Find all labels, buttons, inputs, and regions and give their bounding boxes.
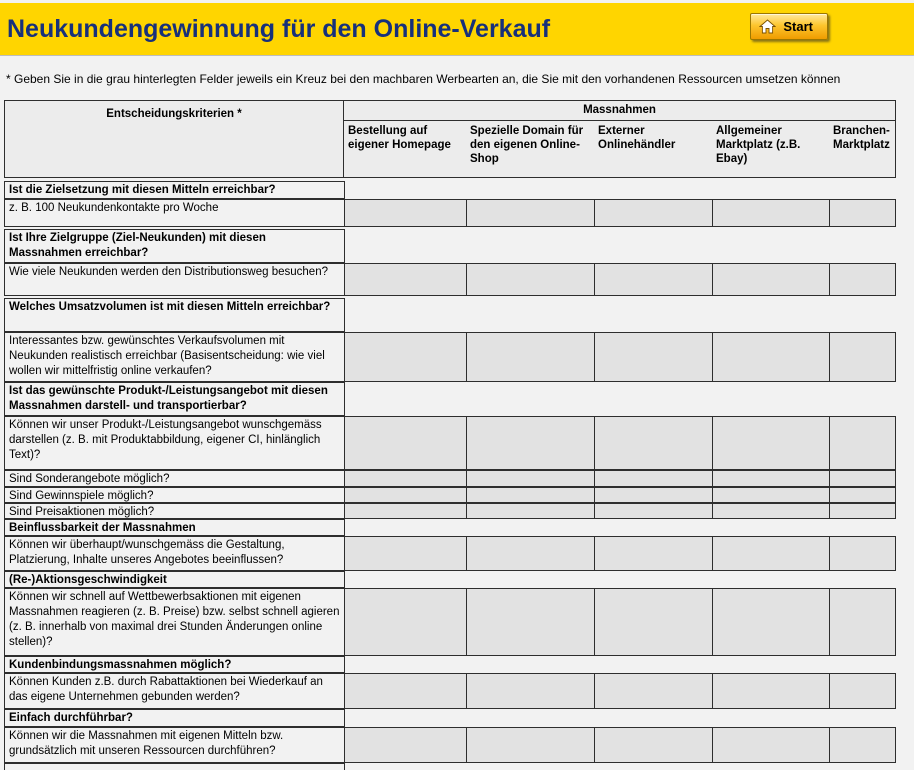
- measure-column-header: Externer Onlinehändler: [598, 125, 676, 151]
- criterion-section-row: [4, 229, 896, 263]
- criterion-question-row: [4, 503, 896, 519]
- criterion-section-row: [4, 181, 896, 199]
- measures-header-group: [344, 101, 895, 177]
- section-label: (Re-)Aktionsgeschwindigkeit: [4, 571, 345, 588]
- answer-cell[interactable]: [467, 332, 595, 382]
- answer-cell[interactable]: [345, 332, 467, 382]
- question-label: Interessantes bzw. gewünschtes Verkaufsvolumen mit Neukunden realistisch erreichbar (Basisentscheidung: wie viel wollen wir mittelfristig online verkaufen?: [4, 332, 345, 382]
- answer-cell[interactable]: [830, 673, 896, 709]
- answer-cell[interactable]: [713, 673, 830, 709]
- section-label: Ist Ihre Zielgruppe (Ziel-Neukunden) mit diesen Massnahmen erreichbar?: [4, 229, 345, 263]
- answer-cell[interactable]: [345, 199, 467, 227]
- criterion-question-row: [4, 470, 896, 487]
- section-label: [4, 763, 345, 770]
- start-button[interactable]: [750, 13, 828, 40]
- answer-cell[interactable]: [345, 727, 467, 763]
- instruction-note: * Geben Sie in die grau hinterlegten Felder jeweils ein Kreuz bei den machbaren Werbearten an, die Sie mit den vorhandenen Ressourcen umsetzen können: [6, 72, 841, 86]
- measure-column-headers: [344, 121, 895, 177]
- answer-cell[interactable]: [595, 470, 713, 487]
- measure-column-header: Allgemeiner Marktplatz (z.B. Ebay): [716, 125, 801, 165]
- answer-cell[interactable]: [345, 673, 467, 709]
- criterion-section-row: [4, 519, 896, 536]
- criterion-question-row: [4, 416, 896, 470]
- answer-cell[interactable]: [713, 487, 830, 503]
- answer-cell[interactable]: [830, 416, 896, 470]
- section-label: Ist das gewünschte Produkt-/Leistungsangebot mit diesen Massnahmen darstell- und transportierbar?: [4, 382, 345, 416]
- answer-cell[interactable]: [830, 199, 896, 227]
- section-label: Welches Umsatzvolumen ist mit diesen Mitteln erreichbar?: [4, 298, 345, 332]
- criterion-question-row: [4, 536, 896, 571]
- answer-cell[interactable]: [830, 536, 896, 571]
- question-label: Sind Gewinnspiele möglich?: [4, 487, 345, 503]
- criterion-section-row: [4, 763, 896, 770]
- answer-cell[interactable]: [595, 332, 713, 382]
- answer-cell[interactable]: [345, 487, 467, 503]
- criterion-section-row: [4, 656, 896, 673]
- answer-cell[interactable]: [345, 416, 467, 470]
- criterion-question-row: [4, 332, 896, 382]
- criterion-question-row: [4, 487, 896, 503]
- question-label: Wie viele Neukunden werden den Distributionsweg besuchen?: [4, 263, 345, 296]
- criterion-question-row: [4, 263, 896, 296]
- question-label: Sind Preisaktionen möglich?: [4, 503, 345, 519]
- answer-cell[interactable]: [467, 588, 595, 656]
- answer-cell[interactable]: [830, 588, 896, 656]
- answer-cell[interactable]: [830, 503, 896, 519]
- title-banner: [0, 3, 914, 56]
- answer-cell[interactable]: [830, 487, 896, 503]
- measure-column-header: Spezielle Domain für den eigenen Online-Shop: [470, 125, 584, 165]
- measure-column-header: Branchen-Marktplatz: [833, 125, 890, 151]
- question-label: Können wir überhaupt/wunschgemäss die Gestaltung, Platzierung, Inhalte unseres Angebotes beeinflussen?: [4, 536, 345, 571]
- answer-cell[interactable]: [595, 416, 713, 470]
- criterion-question-row: [4, 588, 896, 656]
- question-label: Können Kunden z.B. durch Rabattaktionen bei Wiederkauf an das eigene Unternehmen gebunden werden?: [4, 673, 345, 709]
- criterion-section-row: [4, 709, 896, 727]
- answer-cell[interactable]: [467, 263, 595, 296]
- answer-cell[interactable]: [713, 588, 830, 656]
- answer-cell[interactable]: [713, 727, 830, 763]
- answer-cell[interactable]: [830, 470, 896, 487]
- answer-cell[interactable]: [713, 470, 830, 487]
- criterion-section-row: [4, 298, 896, 332]
- answer-cell[interactable]: [713, 536, 830, 571]
- question-label: Können wir unser Produkt-/Leistungsangebot wunschgemäss darstellen (z. B. mit Produktabbildung, eigener CI, hinlänglich Text)?: [4, 416, 345, 470]
- answer-cell[interactable]: [713, 503, 830, 519]
- answer-cell[interactable]: [345, 503, 467, 519]
- answer-cell[interactable]: [467, 503, 595, 519]
- house-icon: [759, 19, 776, 34]
- answer-cell[interactable]: [345, 470, 467, 487]
- question-label: Sind Sonderangebote möglich?: [4, 470, 345, 487]
- page-title: Neukundengewinnung für den Online-Verkauf: [7, 14, 551, 43]
- answer-cell[interactable]: [467, 727, 595, 763]
- question-label: Können wir schnell auf Wettbewerbsaktionen mit eigenen Massnahmen reagieren (z. B. Preise) bzw. selbst schnell agieren (z. B. innerhalb von maximal drei Stunden Änderungen online stellen)?: [4, 588, 345, 656]
- answer-cell[interactable]: [595, 263, 713, 296]
- answer-cell[interactable]: [595, 536, 713, 571]
- criterion-question-row: [4, 199, 896, 227]
- answer-cell[interactable]: [595, 199, 713, 227]
- section-label: Ist die Zielsetzung mit diesen Mitteln erreichbar?: [4, 181, 345, 199]
- section-label: Beinflussbarkeit der Massnahmen: [4, 519, 345, 536]
- answer-cell[interactable]: [467, 199, 595, 227]
- answer-cell[interactable]: [595, 588, 713, 656]
- section-label: Einfach durchführbar?: [4, 709, 345, 727]
- measures-group-header: Massnahmen: [344, 101, 895, 121]
- answer-cell[interactable]: [467, 673, 595, 709]
- question-label: z. B. 100 Neukundenkontakte pro Woche: [4, 199, 345, 227]
- answer-cell[interactable]: [467, 470, 595, 487]
- answer-cell[interactable]: [595, 727, 713, 763]
- answer-cell[interactable]: [595, 503, 713, 519]
- table-body: [4, 181, 896, 770]
- question-label: Können wir die Massnahmen mit eigenen Mitteln bzw. grundsätzlich mit unseren Ressourcen durchführen?: [4, 727, 345, 763]
- measure-column-header: Bestellung auf eigener Homepage: [348, 125, 451, 151]
- criterion-question-row: [4, 727, 896, 763]
- answer-cell[interactable]: [345, 536, 467, 571]
- answer-cell[interactable]: [467, 487, 595, 503]
- answer-cell[interactable]: [713, 332, 830, 382]
- criterion-section-row: [4, 382, 896, 416]
- answer-cell[interactable]: [830, 727, 896, 763]
- answer-cell[interactable]: [830, 263, 896, 296]
- answer-cell[interactable]: [467, 536, 595, 571]
- table-header: [4, 100, 896, 178]
- answer-cell[interactable]: [467, 416, 595, 470]
- section-label: Kundenbindungsmassnahmen möglich?: [4, 656, 345, 673]
- answer-cell[interactable]: [713, 199, 830, 227]
- answer-cell[interactable]: [345, 263, 467, 296]
- answer-cell[interactable]: [713, 263, 830, 296]
- answer-cell[interactable]: [830, 332, 896, 382]
- answer-cell[interactable]: [345, 588, 467, 656]
- criteria-column-header: Entscheidungskriterien *: [5, 101, 344, 177]
- criteria-table: [4, 100, 896, 770]
- answer-cell[interactable]: [595, 673, 713, 709]
- start-button-label: Start: [783, 19, 813, 34]
- criterion-section-row: [4, 571, 896, 588]
- answer-cell[interactable]: [595, 487, 713, 503]
- answer-cell[interactable]: [713, 416, 830, 470]
- criterion-question-row: [4, 673, 896, 709]
